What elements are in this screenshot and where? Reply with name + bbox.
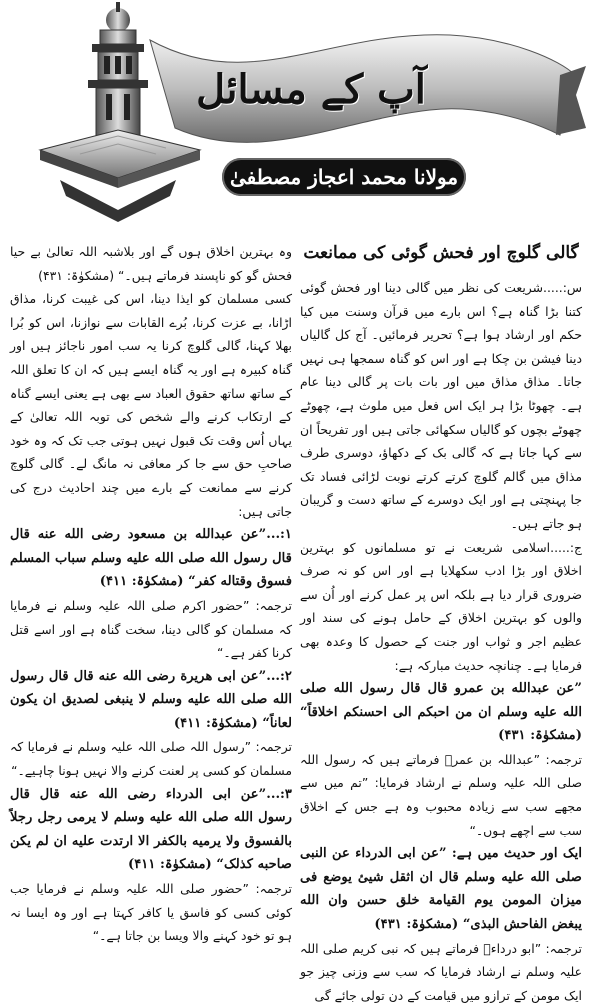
hadith-translation: ترجمہ: ”رسول اللہ صلی اللہ علیہ وسلم نے فرمایا کہ مسلمان کو کسی پر لعنت کرنے والا نہیں ہونا چاہیے۔“ [10, 739, 292, 779]
question-paragraph: س:.....شریعت کی نظر میں گالی دینا اور فحش گوئی کتنا بڑا گناہ ہے؟ اس بارے میں قرآن وسنت میں کیا حکم اور ارشاد ہوا ہے؟ تحریر فرمائیں۔ آج کل گالیاں دینا فیشن بن چکا ہے اور اس کو گناہ سمجھا ہی نہیں جاتا۔ مذاق مذاق میں اور بات بات پر گالی دینا عام ہے۔ چھوٹا بڑا ہر ایک اس فعل میں ملوث ہے، چھوٹے چھوٹے بچوں کو گالیاں سکھائی جاتی ہیں اور تفریحاً ان سے کہا جاتا ہے کہ گالی بک کے دکھاؤ، دوسری طرف مذاق میں گالم گلوچ کرتے کرتے نوبت لڑائی فساد تک جا پہنچتی ہے اور ایک دوسرے کے ساتھ دست و گریبان ہو جاتے ہیں۔ [300, 280, 582, 531]
hadith-text: ۱:...”عن عبدالله بن مسعود رضی الله عنه قال قال رسول الله صلی الله علیه وسلم سباب المسلم فسوق وقتاله کفر“ (مشکوٰۃ: ۴۱۱) [10, 527, 292, 590]
series-title: آپ کے مسائل [196, 66, 426, 113]
hadith-text: ۳:...”عن ابی الدرداء رضی الله عنه قال قال رسول الله صلی الله علیه وسلم لا یرمی رجل رجلاً بالفسوق ولا یرمیه بالکفر الا ارتدت علیه ان لم یکن صاحبه کذلک“ (مشکوٰۃ: ۴۱۱) [10, 786, 292, 873]
hadith-text: ایک اور حدیث میں ہے: ”عن ابی الدرداء عن النبی صلی الله علیه وسلم قال ان اثقل شیئ یوضع فی میزان المومن یوم القیامة خلق حسن وان الله یبغض الفاحش البذی“ (مشکوٰۃ: ۴۳۱) [300, 846, 582, 933]
hadith-translation: ترجمہ: ”عبداللہ بن عمرؓ فرماتے ہیں کہ رسول اللہ صلی اللہ علیہ وسلم نے ارشاد فرمایا: ”تم میں سے مجھے سب سے زیادہ محبوب وہ ہے جس کے اخلاق سب سے اچھے ہوں۔“ [300, 751, 582, 838]
right-column [300, 238, 582, 1003]
body-paragraph: کسی مسلمان کو ایذا دینا، اس کی غیبت کرنا، مذاق اڑانا، بے عزت کرنا، بُرے القابات سے نوازنا، اس کو بُرا بھلا کہنا، گالی گلوچ کرنا یہ سب امور ناجائز ہیں اور گناہ کبیرہ ہے اور یہ گناہ ایسے ہیں کہ ان کا تعلق اللہ کے ساتھ ساتھ حقوق العباد سے بھی ہے یعنی ایسے گناہ کے ارتکاب کرنے والے شخص کی توبہ اللہ تعالیٰ کے یہاں اُس وقت تک قبول نہیں ہوتی جب تک کہ وہ خود صاحبِ حق سے جا کر معافی نہ مانگ لے۔ گالی گلوچ کرنے سے ممانعت کے بارے میں چند احادیث درج کی جاتی ہیں: [10, 291, 292, 519]
hadith-text: ”عن عبدالله بن عمرو قال قال رسول الله صلی الله علیه وسلم ان من احبکم الی احسنکم اخلاقاً“ (مشکوٰۃ: ۴۳۱) [300, 681, 582, 744]
ribbon-tail [556, 66, 586, 135]
translation-continued: وہ بہترین اخلاق ہوں گے اور بلاشبہ اللہ تعالیٰ بے حیا فحش گو کو ناپسند فرماتے ہیں۔“ (مشکوٰۃ: ۴۳۱) [10, 244, 292, 283]
hadith-translation: ترجمہ: ”حضور اکرم صلی اللہ علیہ وسلم نے فرمایا کہ مسلمان کو گالی دینا، سخت گناہ ہے اور اسے قتل کرنا کفر ہے۔“ [10, 597, 292, 661]
answer-paragraph: ج:.....اسلامی شریعت نے تو مسلمانوں کو بہترین اخلاق اور بڑا ادب سکھلایا ہے اور اس کو نہ صرف ضروری قرار دیا ہے بلکہ اس پر عمل کرنے اور اُن سے والوں کو بہترین اخلاق کے حامل ہونے کی سند اور عظیم اجر و ثواب اور جنت کے حصول کا وعدہ بھی فرمایا ہے۔ چنانچہ حدیث مبارکہ ہے: [300, 539, 582, 673]
open-quran-illustration [40, 130, 200, 222]
minaret-illustration [88, 2, 148, 138]
left-column [10, 240, 292, 944]
hadith-translation: ترجمہ: ”حضور صلی اللہ علیہ وسلم نے فرمایا جب کوئی کسی کو فاسق یا کافر کہتا ہے اور وہ ایسا نہ ہو تو خود کہنے والا ویسا بن جاتا ہے۔“ [10, 881, 292, 944]
article-title: گالی گلوچ اور فحش گوئی کی ممانعت [303, 243, 579, 263]
hadith-text: ۲:...”عن ابی هریرة رضی الله عنه قال قال رسول الله صلی الله علیه وسلم لا ینبغی لصدیق ان یکون لعاناً“ (مشکوٰۃ: ۴۱۱) [10, 668, 292, 731]
hadith-translation: ترجمہ: ”ابو درداءؓ فرماتے ہیں کہ نبی کریم صلی اللہ علیہ وسلم نے ارشاد فرمایا کہ سب سے وزنی چیز جو ایک مومن کے ترازو میں قیامت کے دن تولی جائے گی [300, 940, 582, 1003]
column-header-banner [0, 0, 590, 228]
author-name-badge: مولانا محمد اعجاز مصطفیٰ [222, 158, 466, 196]
